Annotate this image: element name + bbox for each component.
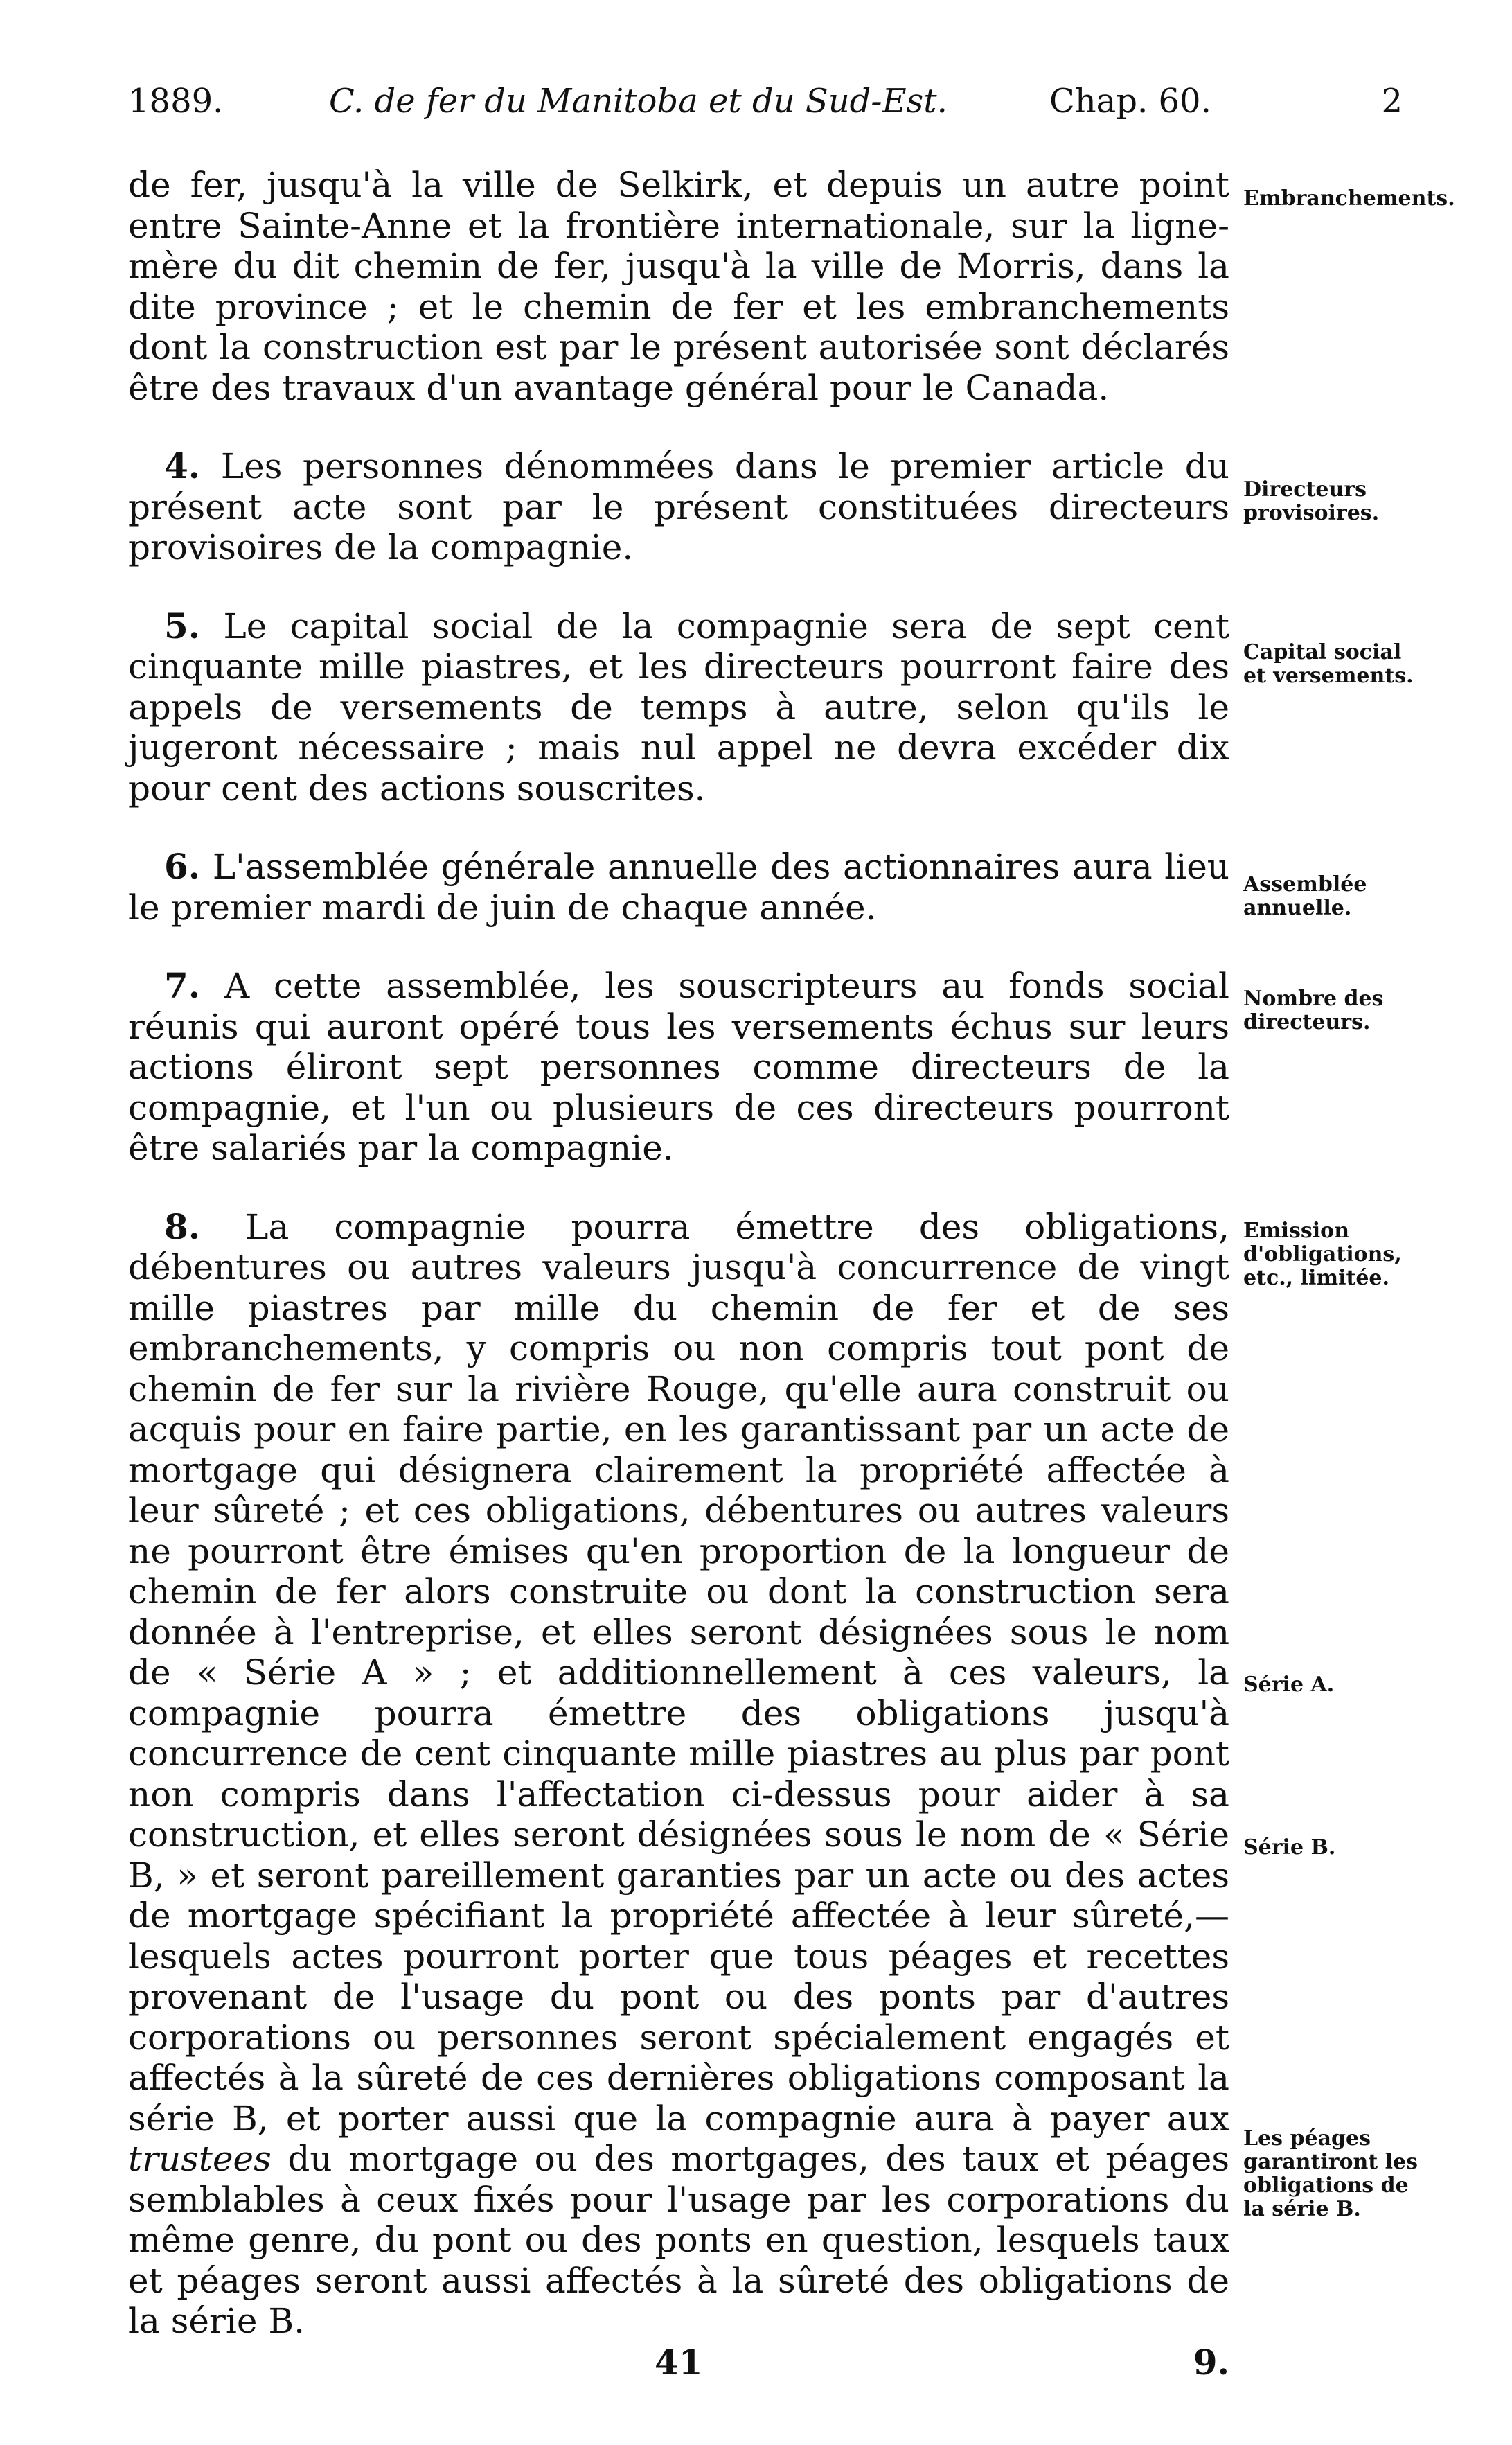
margin-note-peages: Les péages garantiront les obligations de la série B. [1243,2126,1418,2221]
section-5 [128,606,1229,809]
paragraph-text: La compagnie pourra émettre des obligations, débentures ou autres valeurs jusqu'à concurrence de vingt mille piastres par mille du chemin de fer et de ses embranchements, y compris ou non compris tout pont de chemin de fer sur la rivière Rouge, qu'elle aura construit ou acquis pour en faire partie, en les garantissant par un acte de mortgage qui désignera clairement la propriété affectée à leur sûreté ; et ces obligations, débentures ou autres valeurs ne pourront être émises qu'en proportion de la longueur de chemin de fer alors construite ou dont la construction sera donnée à l'entreprise, et elles seront désignées sous le nom de « Série A » ; et additionnellement à ces valeurs, la compagnie pourra émettre des obligations jusqu'à concurrence de cent cinquante mille piastres au plus par pont non compris dans l'affectation ci-dessus pour aider à sa construction, et elles seront désignées sous le nom de « Série B, » et seront pareillement garanties par un acte ou des actes de mortgage spécifiant la propriété affectée à leur sûreté,—lesquels actes pourront porter que tous péages et recettes provenant de l'usage du pont ou des ponts par d'autres corporations ou personnes seront spécialement engagés et affectés à la sûreté de ces dernières obligations composant la série B, et porter aussi que la compagnie aura à payer aux [128,1206,1229,2139]
margin-note-capital: Capital social et versements. [1243,640,1414,688]
paragraph-text: L'assemblée générale annuelle des actionnaires aura lieu le premier mardi de juin de chaque année. [128,847,1230,928]
header-title: C. de fer du Manitoba et du Sud-Est. [329,82,948,121]
section-number: 6. [164,846,201,887]
margin-note-serie-a: Série A. [1243,1672,1335,1697]
section-4 [128,446,1229,568]
section-number: 5. [164,605,201,646]
margin-note-nombre: Nombre des directeurs. [1243,987,1384,1034]
main-text [128,165,1229,2380]
italic-term: trustees [128,2139,272,2179]
paragraph-text: de fer, jusqu'à la ville de Selkirk, et depuis un autre point entre Sainte-Anne et la frontière internationale, sur la ligne-mère du dit chemin de fer, jusqu'à la ville de Morris, dans la dite province ; et le chemin de fer et les embranchements dont la construction est par le présent autorisée sont déclarés être des travaux d'un avantage général pour le Canada. [128,165,1229,408]
paragraph-text: du mortgage ou des mortgages, des taux et péages semblables à ceux fixés pour l'usage par les corporations du même genre, du pont ou des ponts en question, lesquels taux et péages seront aussi affectés à la sûreté des obligations de la série B. [128,2139,1229,2341]
margin-note-directeurs: Directeurs provisoires. [1243,477,1380,525]
running-header [128,82,1403,137]
section-number: 4. [164,445,201,486]
paragraph-continued [128,165,1229,408]
section-number: 8. [164,1206,201,1247]
section-7 [128,966,1229,1169]
signature-mark: 41 [655,2342,703,2383]
margin-note-embranchements: Embranchements. [1243,186,1455,211]
paragraph-text: Le capital social de la compagnie sera de sept cent cinquante mille piastres, et les directeurs pourront faire des appels de versements de temps à autre, selon qu'ils le jugeront nécessaire ; mais nul appel ne devra excéder dix pour cent des actions souscrites. [128,606,1229,809]
catchword: 9. [1193,2342,1229,2383]
margin-note-assemblee: Assemblée annuelle. [1243,872,1367,920]
section-number: 7. [164,965,201,1006]
paragraph-text: Les personnes dénommées dans le premier article du présent acte sont par le présent constituées directeurs provisoires de la compagnie. [128,446,1229,567]
section-6 [128,847,1229,928]
margin-note-emission: Emission d'obligations, etc., limitée. [1243,1219,1402,1290]
section-8 [128,1207,1229,2342]
paragraph-text: A cette assemblée, les souscripteurs au fonds social réunis qui auront opéré tous les versements échus sur leurs actions éliront sept personnes comme directeurs de la compagnie, et l'un ou plusieurs de ces directeurs pourront être salariés par la compagnie. [128,966,1229,1168]
header-page-number: 2 [1381,82,1403,121]
header-year: 1889. [128,82,224,121]
margin-note-serie-b: Série B. [1243,1835,1336,1860]
header-chapter: Chap. 60. [1049,82,1211,121]
page-footer [128,2342,1229,2390]
